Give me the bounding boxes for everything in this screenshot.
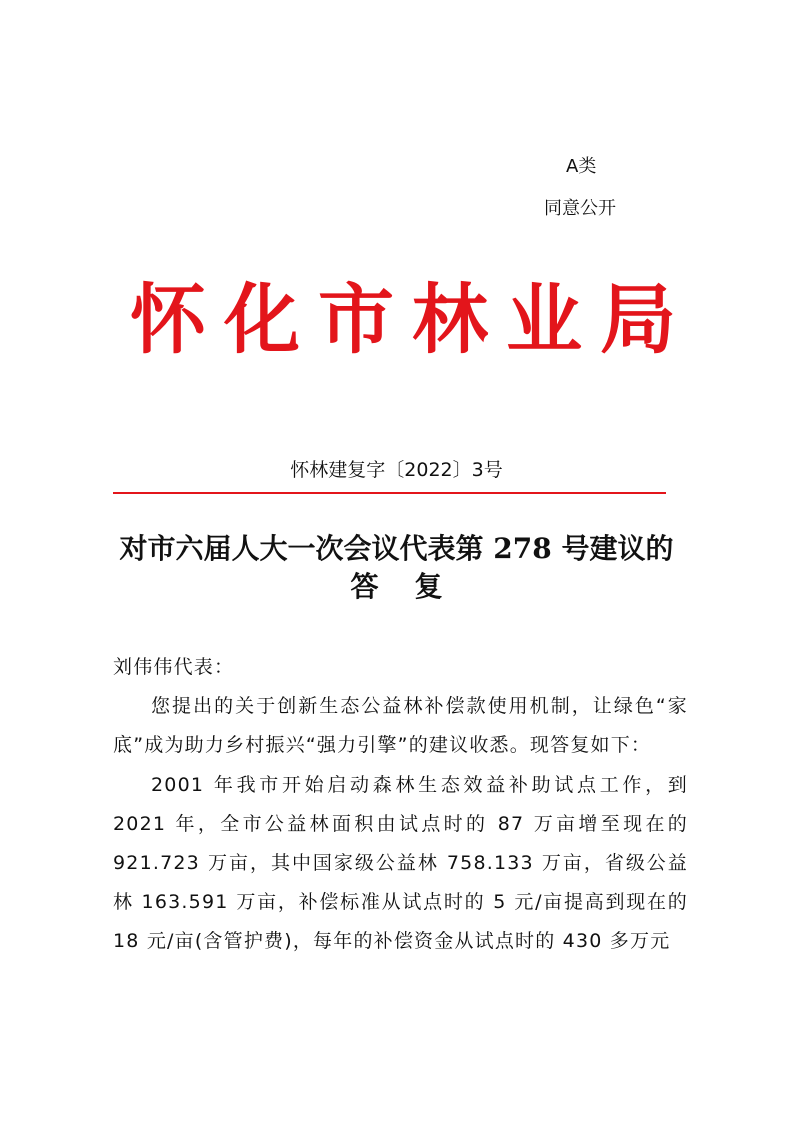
salutation: 刘伟伟代表： bbox=[113, 656, 235, 678]
document-title bbox=[80, 530, 713, 606]
paragraph-2: 2001 年我市开始启动森林生态效益补助试点工作，到 2021 年，全市公益林面积由试点时的 87 万亩增至现在的 921.723 万亩，其中国家级公益林 758.133 万亩，省级公益林 163.591 万亩，补偿标准从试点时的 5 元/亩提高到现在的 18 元/亩(含管护费)，每年的补偿资金从试点时的 430 多万元 bbox=[113, 773, 688, 953]
document-number: 怀林建复字〔2022〕3号 bbox=[290, 459, 503, 481]
agency-letterhead: 怀化市林业局 bbox=[130, 275, 694, 364]
letter-body bbox=[113, 648, 688, 962]
disclosure-label: 同意公开 bbox=[544, 198, 616, 219]
category-label: A类 bbox=[566, 156, 597, 177]
title-line-1: 对市六届人大一次会议代表第 278 号建议的 bbox=[119, 532, 674, 565]
title-line-2: 答复 bbox=[350, 570, 479, 603]
red-divider-line bbox=[113, 492, 666, 494]
paragraph-1: 您提出的关于创新生态公益林补偿款使用机制，让绿色“家底”成为助力乡村振兴“强力引擎”的建议收悉。现答复如下： bbox=[113, 695, 688, 757]
